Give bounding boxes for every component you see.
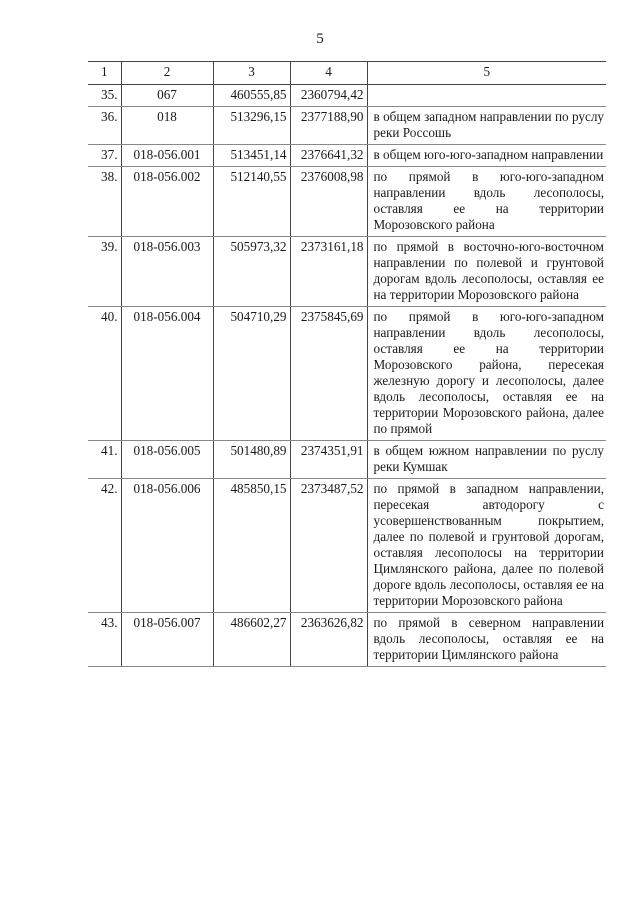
point-number: 43.: [88, 613, 121, 667]
column-header-5: 5: [367, 62, 606, 85]
boundary-description: по прямой в западном направлении, пересекая автодорогу с усовершенствованным покрытием, далее по полевой и грунтовой дорогам, оставляя лесополосы на территории Цимлянского района, далее по полевой дороге вдоль лесополосы, оставляя ее на территории Морозовского района: [367, 479, 606, 613]
point-number: 40.: [88, 307, 121, 441]
boundary-description: [367, 85, 606, 107]
table-row: [88, 613, 606, 667]
point-code: 018: [121, 107, 213, 145]
boundary-description: в общем западном направлении по руслу реки Россошь: [367, 107, 606, 145]
coordinate-y: 2363626,82: [290, 613, 367, 667]
point-code: 018-056.006: [121, 479, 213, 613]
coordinate-x: 512140,55: [213, 167, 290, 237]
point-code: 018-056.002: [121, 167, 213, 237]
coordinate-y: 2373161,18: [290, 237, 367, 307]
coordinate-x: 486602,27: [213, 613, 290, 667]
column-header-4: 4: [290, 62, 367, 85]
table-row: [88, 107, 606, 145]
page-number: 5: [316, 31, 324, 47]
table-row: [88, 479, 606, 613]
coordinate-y: 2376641,32: [290, 145, 367, 167]
table-row: [88, 237, 606, 307]
point-code: 018-056.003: [121, 237, 213, 307]
point-number: 36.: [88, 107, 121, 145]
boundary-description: по прямой в юго-юго-западном направлении вдоль лесополосы, оставляя ее на территории Морозовского района: [367, 167, 606, 237]
boundary-description: в общем южном направлении по руслу реки Кумшак: [367, 441, 606, 479]
coordinate-x: 504710,29: [213, 307, 290, 441]
point-code: 067: [121, 85, 213, 107]
coordinate-x: 505973,32: [213, 237, 290, 307]
table-header-row: [88, 62, 606, 85]
table-row: [88, 307, 606, 441]
coordinate-y: 2373487,52: [290, 479, 367, 613]
point-number: 37.: [88, 145, 121, 167]
coordinate-y: 2377188,90: [290, 107, 367, 145]
point-number: 39.: [88, 237, 121, 307]
boundary-description: по прямой в северном направлении вдоль лесополосы, оставляя ее на территории Цимлянского района: [367, 613, 606, 667]
boundary-description: по прямой в восточно-юго-восточном направлении по полевой и грунтовой дорогам вдоль лесополосы, оставляя ее на территории Морозовского района: [367, 237, 606, 307]
coordinate-x: 485850,15: [213, 479, 290, 613]
coordinate-x: 460555,85: [213, 85, 290, 107]
point-number: 38.: [88, 167, 121, 237]
boundary-points-table: [88, 61, 606, 667]
coordinate-x: 513296,15: [213, 107, 290, 145]
table-row: [88, 167, 606, 237]
column-header-2: 2: [121, 62, 213, 85]
point-code: 018-056.004: [121, 307, 213, 441]
coordinate-x: 501480,89: [213, 441, 290, 479]
coordinate-y: 2374351,91: [290, 441, 367, 479]
point-number: 42.: [88, 479, 121, 613]
table-row: [88, 85, 606, 107]
point-code: 018-056.005: [121, 441, 213, 479]
column-header-3: 3: [213, 62, 290, 85]
point-number: 41.: [88, 441, 121, 479]
coordinate-y: 2375845,69: [290, 307, 367, 441]
boundary-description: в общем юго-юго-западном направлении: [367, 145, 606, 167]
table-row: [88, 145, 606, 167]
coordinate-x: 513451,14: [213, 145, 290, 167]
coordinate-y: 2360794,42: [290, 85, 367, 107]
boundary-description: по прямой в юго-юго-западном направлении вдоль лесополосы, оставляя ее на территории Морозовского района, пересекая железную дорогу и лесополосы, далее вдоль лесополосы, оставляя ее на территории Морозовского района, далее по прямой: [367, 307, 606, 441]
point-code: 018-056.001: [121, 145, 213, 167]
table-row: [88, 441, 606, 479]
point-number: 35.: [88, 85, 121, 107]
column-header-1: 1: [88, 62, 121, 85]
coordinate-y: 2376008,98: [290, 167, 367, 237]
point-code: 018-056.007: [121, 613, 213, 667]
